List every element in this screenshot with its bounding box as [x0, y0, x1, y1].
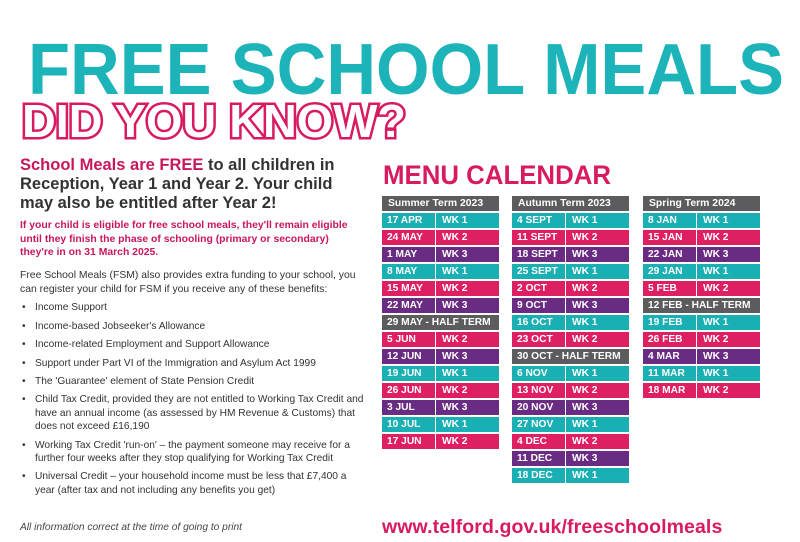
calendar-row — [382, 434, 499, 449]
menu-week: WK 2 — [703, 334, 729, 345]
benefit-item: • Working Tax Credit 'run-on' – the payment someone may receive for a further four weeks after they stop qualifying for Working Tax Credit — [20, 439, 365, 466]
week-start-date: 18 MAR — [643, 383, 697, 398]
benefits-list — [20, 301, 365, 497]
calendar-row — [512, 315, 629, 330]
half-term-row — [643, 298, 760, 313]
intro-section — [20, 156, 365, 502]
menu-week: WK 2 — [442, 436, 468, 447]
week-start-date: 26 FEB — [643, 332, 697, 347]
week-start-date: 3 JUL — [382, 400, 436, 415]
calendar-row — [512, 230, 629, 245]
calendar-row — [382, 332, 499, 347]
menu-week: WK 1 — [703, 317, 729, 328]
calendar-row — [512, 434, 629, 449]
menu-week: WK 2 — [442, 283, 468, 294]
half-term-row — [512, 349, 629, 364]
week-start-date: 11 DEC — [512, 451, 566, 466]
benefit-item: • Income Support — [20, 301, 365, 314]
calendar-row — [382, 349, 499, 364]
week-start-date: 12 JUN — [382, 349, 436, 364]
menu-week: WK 2 — [703, 232, 729, 243]
week-start-date: 29 JAN — [643, 264, 697, 279]
calendar-row — [512, 298, 629, 313]
half-term-label: 29 MAY - HALF TERM — [387, 317, 491, 328]
calendar-row — [512, 468, 629, 483]
menu-week: WK 1 — [442, 266, 468, 277]
term-header: Summer Term 2023 — [382, 196, 499, 211]
benefit-item: • Income-related Employment and Support Allowance — [20, 338, 365, 351]
menu-week: WK 2 — [703, 385, 729, 396]
calendar-row — [643, 332, 760, 347]
calendar-row — [512, 400, 629, 415]
benefit-item: • Universal Credit – your household income must be less that £7,400 a year (after tax and not including any benefits you get) — [20, 470, 365, 497]
calendar-row — [382, 366, 499, 381]
term-spring-2024 — [643, 196, 760, 400]
menu-week: WK 3 — [572, 249, 598, 260]
benefit-item: • Support under Part VI of the Immigration and Asylum Act 1999 — [20, 357, 365, 370]
menu-week: WK 2 — [572, 334, 598, 345]
menu-calendar-heading-text: MENU CALENDAR — [383, 161, 611, 187]
calendar-row — [512, 451, 629, 466]
menu-week: WK 1 — [572, 266, 598, 277]
footnote: All information correct at the time of going to print — [20, 522, 242, 533]
calendar-row — [512, 383, 629, 398]
week-start-date: 4 SEPT — [512, 213, 566, 228]
menu-week: WK 2 — [442, 385, 468, 396]
sub-title — [20, 98, 440, 144]
calendar-row — [643, 315, 760, 330]
menu-week: WK 3 — [572, 402, 598, 413]
week-start-date: 16 OCT — [512, 315, 566, 330]
lead-paragraph — [20, 156, 365, 213]
week-start-date: 22 MAY — [382, 298, 436, 313]
week-start-date: 17 JUN — [382, 434, 436, 449]
calendar-row — [643, 366, 760, 381]
menu-week: WK 1 — [442, 419, 468, 430]
menu-week: WK 2 — [572, 283, 598, 294]
week-start-date: 9 OCT — [512, 298, 566, 313]
calendar-row — [382, 417, 499, 432]
menu-week: WK 2 — [572, 436, 598, 447]
menu-week: WK 1 — [442, 215, 468, 226]
week-start-date: 2 OCT — [512, 281, 566, 296]
lead-rest: to all children in Reception, Year 1 and Year 2. Your child may also be entitled after Year 2! — [20, 156, 335, 212]
menu-week: WK 3 — [442, 402, 468, 413]
week-start-date: 17 APR — [382, 213, 436, 228]
week-start-date: 20 NOV — [512, 400, 566, 415]
week-start-date: 27 NOV — [512, 417, 566, 432]
menu-week: WK 3 — [572, 453, 598, 464]
week-start-date: 6 NOV — [512, 366, 566, 381]
calendar-row — [512, 264, 629, 279]
week-start-date: 25 SEPT — [512, 264, 566, 279]
menu-week: WK 2 — [442, 232, 468, 243]
main-title-text: FREE SCHOOL MEALS — [28, 36, 784, 104]
menu-week: WK 2 — [442, 334, 468, 345]
calendar-row — [382, 213, 499, 228]
menu-week: WK 2 — [572, 232, 598, 243]
main-title — [28, 36, 788, 104]
benefit-item: • The 'Guarantee' element of State Pension Credit — [20, 375, 365, 388]
week-start-date: 8 MAY — [382, 264, 436, 279]
menu-week: WK 3 — [572, 300, 598, 311]
calendar-row — [382, 383, 499, 398]
menu-calendar-heading — [382, 161, 622, 187]
calendar-row — [512, 332, 629, 347]
calendar-row — [643, 247, 760, 262]
sub-title-text: DID YOU KNOW? — [22, 98, 406, 144]
term-summer-2023 — [382, 196, 499, 451]
week-start-date: 23 OCT — [512, 332, 566, 347]
calendar-row — [382, 400, 499, 415]
week-start-date: 24 MAY — [382, 230, 436, 245]
week-start-date: 4 DEC — [512, 434, 566, 449]
calendar-row — [382, 264, 499, 279]
calendar-row — [643, 264, 760, 279]
eligibility-note: If your child is eligible for free school meals, they'll remain eligible until they finish the phase of schooling (primary or secondary) they're in on 31 March 2025. — [20, 220, 348, 259]
week-start-date: 18 DEC — [512, 468, 566, 483]
calendar-row — [512, 417, 629, 432]
week-start-date: 1 MAY — [382, 247, 436, 262]
week-start-date: 10 JUL — [382, 417, 436, 432]
week-start-date: 4 MAR — [643, 349, 697, 364]
calendar-row — [512, 281, 629, 296]
term-header: Autumn Term 2023 — [512, 196, 629, 211]
menu-week: WK 1 — [572, 419, 598, 430]
menu-week: WK 3 — [703, 249, 729, 260]
menu-week: WK 3 — [442, 351, 468, 362]
half-term-label: 12 FEB - HALF TERM — [648, 300, 751, 311]
week-start-date: 11 SEPT — [512, 230, 566, 245]
menu-week: WK 1 — [703, 266, 729, 277]
menu-week: WK 1 — [703, 215, 729, 226]
calendar-row — [512, 247, 629, 262]
calendar-row — [382, 247, 499, 262]
menu-week: WK 2 — [572, 385, 598, 396]
week-start-date: 19 JUN — [382, 366, 436, 381]
website-link[interactable]: www.telford.gov.uk/freeschoolmeals — [382, 516, 723, 538]
benefit-item: • Income-based Jobseeker's Allowance — [20, 320, 365, 333]
menu-week: WK 1 — [703, 368, 729, 379]
calendar-row — [382, 230, 499, 245]
week-start-date: 15 JAN — [643, 230, 697, 245]
calendar-row — [643, 349, 760, 364]
menu-week: WK 3 — [442, 300, 468, 311]
week-start-date: 26 JUN — [382, 383, 436, 398]
week-start-date: 11 MAR — [643, 366, 697, 381]
menu-week: WK 1 — [572, 215, 598, 226]
week-start-date: 5 FEB — [643, 281, 697, 296]
half-term-row — [382, 315, 499, 330]
week-start-date: 13 NOV — [512, 383, 566, 398]
term-header: Spring Term 2024 — [643, 196, 760, 211]
calendar-row — [512, 213, 629, 228]
calendar-row — [512, 366, 629, 381]
calendar-row — [382, 281, 499, 296]
menu-week: WK 1 — [442, 368, 468, 379]
week-start-date: 18 SEPT — [512, 247, 566, 262]
benefit-item: • Child Tax Credit, provided they are not entitled to Working Tax Credit and have an annual income (as assessed by HM Revenue & Customs) that does not exceed £16,190 — [20, 393, 365, 433]
calendar-row — [643, 213, 760, 228]
week-start-date: 15 MAY — [382, 281, 436, 296]
calendar-row — [643, 383, 760, 398]
week-start-date: 19 FEB — [643, 315, 697, 330]
menu-week: WK 1 — [572, 317, 598, 328]
half-term-label: 30 OCT - HALF TERM — [517, 351, 621, 362]
week-start-date: 22 JAN — [643, 247, 697, 262]
lead-highlight: School Meals are FREE — [20, 156, 204, 174]
calendar-row — [382, 298, 499, 313]
menu-week: WK 2 — [703, 283, 729, 294]
fsm-intro: Free School Meals (FSM) also provides extra funding to your school, you can register your child for FSM if you receive any of these benefits: — [20, 269, 356, 295]
term-autumn-2023 — [512, 196, 629, 485]
calendar-row — [643, 230, 760, 245]
menu-week: WK 3 — [703, 351, 729, 362]
menu-week: WK 1 — [572, 368, 598, 379]
week-start-date: 8 JAN — [643, 213, 697, 228]
week-start-date: 5 JUN — [382, 332, 436, 347]
menu-week: WK 3 — [442, 249, 468, 260]
menu-week: WK 1 — [572, 470, 598, 481]
calendar-row — [643, 281, 760, 296]
